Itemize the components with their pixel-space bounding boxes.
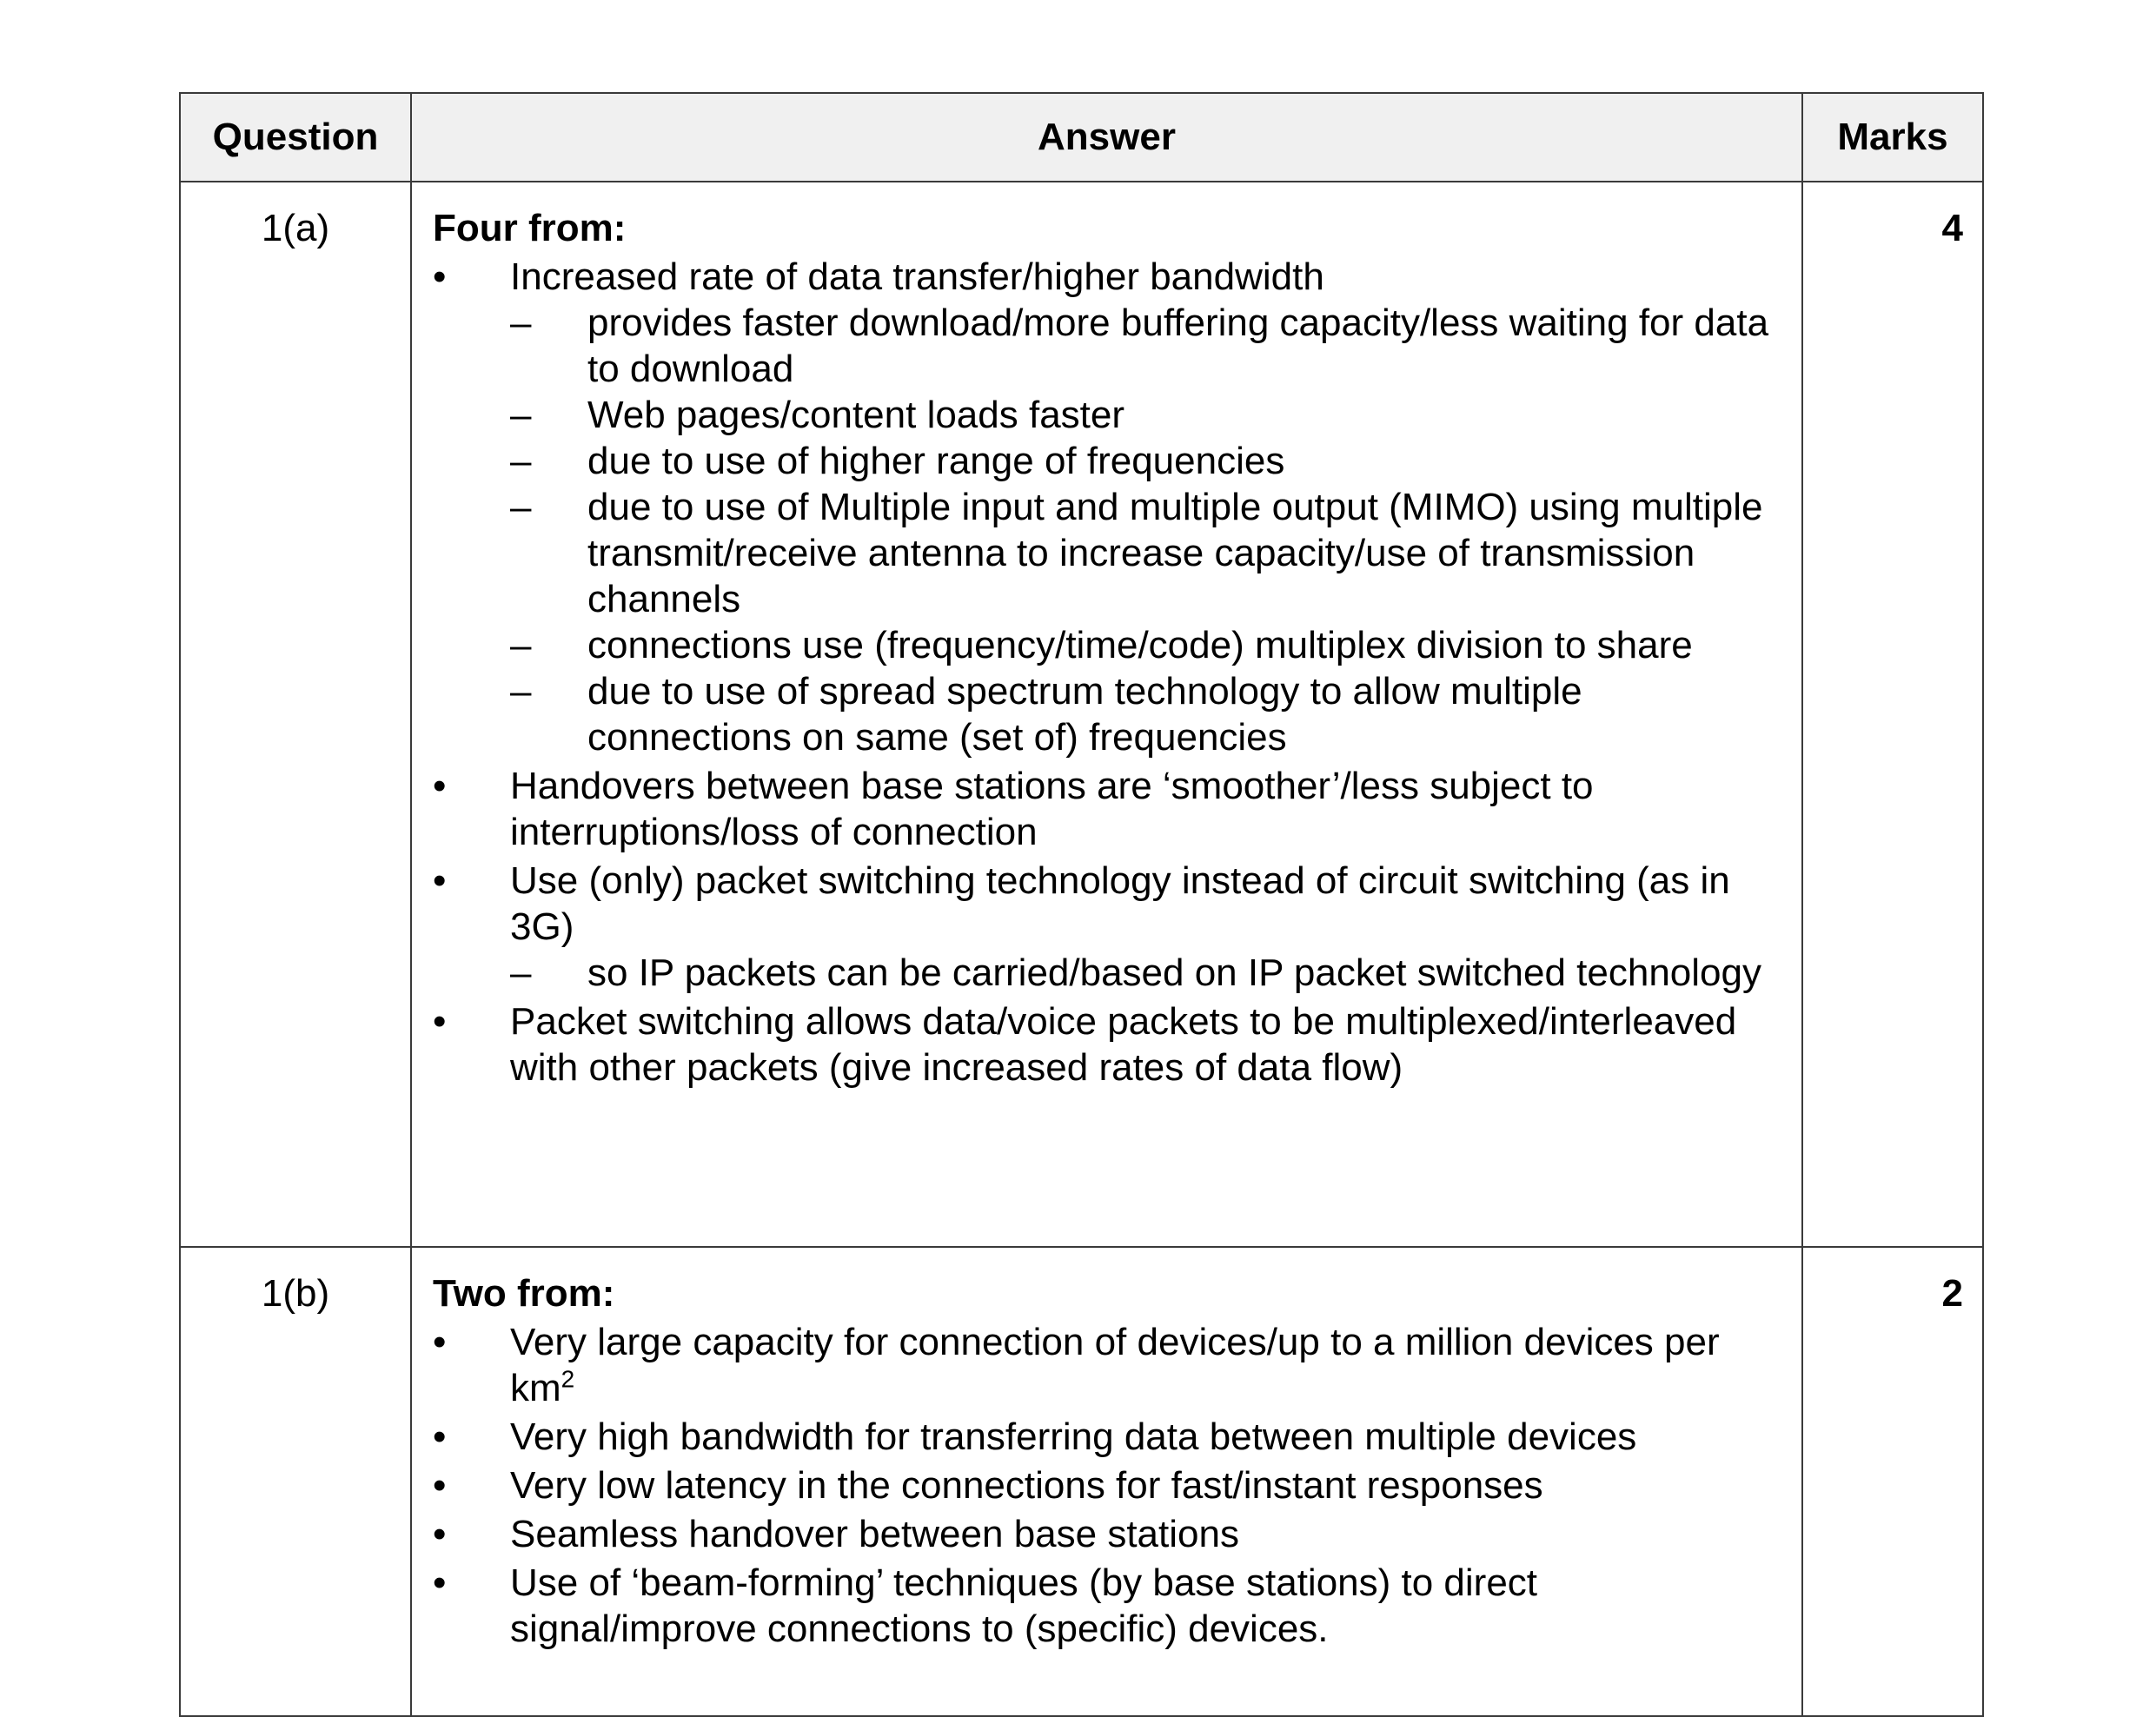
- table-row: [180, 182, 1983, 1247]
- question-number: 1(b): [180, 1247, 411, 1716]
- answer-sub-point: [433, 392, 1782, 438]
- bullet-icon: •: [433, 255, 447, 298]
- answer-bullet: [433, 858, 1782, 950]
- sub-point-text: so IP packets can be carried/based on IP packet switched technology: [587, 951, 1761, 994]
- answer-cell: [411, 1247, 1802, 1716]
- dash-icon: –: [510, 951, 532, 994]
- header-question: Question: [180, 93, 411, 182]
- bullet-icon: •: [433, 1464, 447, 1507]
- superscript: 2: [561, 1365, 575, 1393]
- bullet-icon: •: [433, 859, 447, 902]
- header-row: [180, 93, 1983, 182]
- sub-point-text: due to use of Multiple input and multiple output (MIMO) using multiple transmit/receive antenna to increase capacity/use of transmission channels: [587, 486, 1763, 620]
- mark-scheme-table: [179, 92, 1984, 1717]
- answer-bullet: [433, 1319, 1782, 1411]
- answer-bullet: [433, 1414, 1782, 1460]
- bullet-icon: •: [433, 1000, 447, 1043]
- bullet-icon: •: [433, 1513, 447, 1555]
- bullet-icon: •: [433, 1321, 447, 1363]
- bullet-text: Packet switching allows data/voice packets to be multiplexed/interleaved with other packets (give increased rates of data flow): [510, 1000, 1737, 1089]
- bullet-text: Very large capacity for connection of devices/up to a million devices per km: [510, 1321, 1720, 1409]
- bullet-text: Very low latency in the connections for fast/instant responses: [510, 1464, 1543, 1507]
- dash-icon: –: [510, 486, 532, 528]
- bullet-text: Use of ‘beam-forming’ techniques (by base stations) to direct signal/improve connections to (specific) devices.: [510, 1561, 1538, 1650]
- sub-point-text: connections use (frequency/time/code) multiplex division to share: [587, 624, 1693, 666]
- marks-value: 4: [1802, 182, 1983, 1247]
- answer-cell: [411, 182, 1802, 1247]
- marks-value: 2: [1802, 1247, 1983, 1716]
- dash-icon: –: [510, 394, 532, 436]
- table-row: [180, 1247, 1983, 1716]
- answer-intro: Four from:: [433, 207, 627, 249]
- answer-sub-point: [433, 950, 1782, 996]
- header-answer: Answer: [411, 93, 1802, 182]
- bullet-text: Very high bandwidth for transferring data between multiple devices: [510, 1415, 1637, 1458]
- bullet-icon: •: [433, 1415, 447, 1458]
- answer-bullet: [433, 1560, 1782, 1652]
- answer-sub-point: [433, 300, 1782, 392]
- sub-point-text: due to use of spread spectrum technology to allow multiple connections on same (set of) frequencies: [587, 670, 1582, 759]
- bullet-icon: •: [433, 765, 447, 807]
- answer-bullet: [433, 998, 1782, 1091]
- bullet-icon: •: [433, 1561, 447, 1604]
- bullet-text: Seamless handover between base stations: [510, 1513, 1239, 1555]
- answer-bullet: [433, 1511, 1782, 1557]
- sub-point-text: provides faster download/more buffering capacity/less waiting for data to download: [587, 302, 1769, 390]
- answer-bullet: [433, 1462, 1782, 1508]
- question-number: 1(a): [180, 182, 411, 1247]
- answer-bullet: [433, 254, 1782, 300]
- dash-icon: –: [510, 440, 532, 482]
- answer-sub-point: [433, 484, 1782, 622]
- answer-sub-point: [433, 438, 1782, 484]
- answer-sub-point: [433, 668, 1782, 760]
- dash-icon: –: [510, 302, 532, 344]
- sub-point-text: Web pages/content loads faster: [587, 394, 1125, 436]
- answer-sub-point: [433, 622, 1782, 668]
- header-marks: Marks: [1802, 93, 1983, 182]
- bullet-text: Handovers between base stations are ‘smoother’/less subject to interruptions/loss of connection: [510, 765, 1594, 853]
- sub-point-text: due to use of higher range of frequencies: [587, 440, 1285, 482]
- bullet-text: Use (only) packet switching technology instead of circuit switching (as in 3G): [510, 859, 1730, 948]
- dash-icon: –: [510, 624, 532, 666]
- bullet-text: Increased rate of data transfer/higher bandwidth: [510, 255, 1324, 298]
- dash-icon: –: [510, 670, 532, 713]
- answer-intro: Two from:: [433, 1272, 615, 1315]
- answer-bullet: [433, 763, 1782, 855]
